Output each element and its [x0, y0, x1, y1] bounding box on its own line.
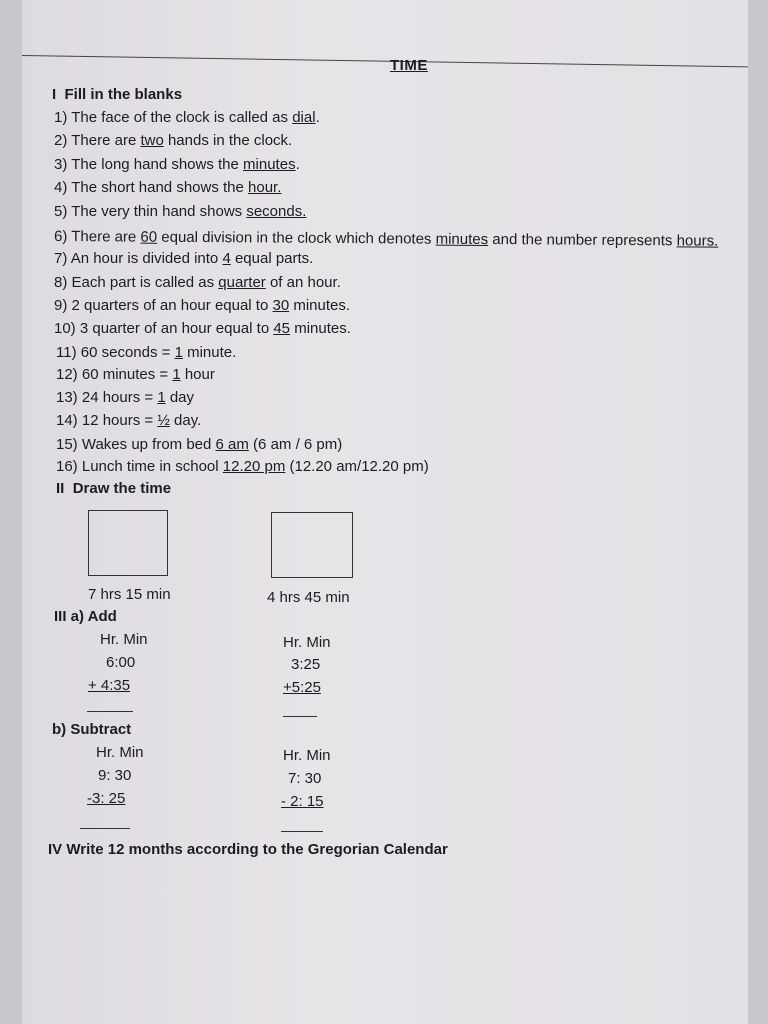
answer-blank: 1 — [157, 389, 166, 406]
item-text: day — [165, 389, 195, 406]
worksheet-page — [22, 0, 748, 1024]
answer-blank: hour. — [248, 179, 282, 196]
item-text: minutes. — [289, 297, 351, 314]
answer-blank: 1 — [172, 366, 181, 383]
clock-drawing-box-2 — [271, 512, 353, 578]
answer-blank: quarter — [218, 274, 266, 291]
item-text: The very thin hand shows — [71, 203, 247, 220]
item-text: minutes. — [290, 320, 351, 337]
fill-blank-item — [54, 179, 281, 197]
item-number: 14) — [56, 412, 78, 429]
fill-blank-item — [56, 344, 236, 362]
item-text: An hour is divided into — [70, 250, 223, 267]
add-left-header: Hr. Min — [100, 631, 148, 648]
fill-blank-item — [54, 203, 306, 221]
add-right-row1: 3:25 — [291, 656, 321, 673]
answer-blank: 12.20 pm — [222, 458, 286, 475]
section-1-heading: I Fill in the blanks — [52, 86, 183, 103]
item-number: 12) — [56, 366, 78, 383]
answer-blank: hours. — [676, 232, 719, 250]
answer-blank: 4 — [222, 250, 231, 267]
answer-blank: ½ — [157, 412, 170, 429]
fill-blank-item — [56, 389, 194, 407]
answer-blank: dial — [292, 109, 316, 126]
answer-blank: 30 — [272, 297, 290, 314]
add-left-row1: 6:00 — [106, 654, 136, 671]
sub-left-answer-line — [80, 828, 130, 829]
item-text: The long hand shows the — [71, 156, 244, 173]
item-text: 60 minutes = — [81, 366, 173, 383]
add-left-answer-line — [87, 711, 133, 712]
fill-blank-item — [54, 250, 313, 268]
item-text: hands in the clock. — [163, 132, 293, 149]
fill-blank-item — [56, 458, 429, 476]
top-divider — [22, 55, 748, 67]
answer-blank: 6 am — [215, 436, 249, 453]
section-2-heading: II Draw the time — [56, 480, 172, 497]
item-text: day. — [169, 412, 202, 429]
clock-1-label: 7 hrs 15 min — [88, 586, 171, 603]
item-text: 12 hours = — [81, 412, 158, 429]
item-text: hour — [180, 366, 215, 383]
item-text: 3 quarter of an hour equal to — [79, 320, 274, 337]
item-text: 24 hours = — [81, 389, 158, 406]
clock-2-label: 4 hrs 45 min — [267, 589, 350, 606]
fill-blank-item — [54, 156, 300, 174]
item-number: 8) — [54, 274, 68, 291]
sub-left-header: Hr. Min — [96, 744, 144, 761]
item-text: (12.20 am/12.20 pm) — [285, 458, 429, 475]
answer-blank: minutes — [243, 156, 296, 173]
answer-blank: 45 — [273, 320, 291, 337]
sub-right-row2: - 2: 15 — [281, 793, 324, 810]
item-text: . — [295, 156, 300, 173]
item-number: 7) — [54, 250, 68, 267]
item-text: 2 quarters of an hour equal to — [71, 297, 273, 314]
item-number: 13) — [56, 389, 78, 406]
add-right-header: Hr. Min — [283, 634, 331, 651]
fill-blank-item — [54, 109, 320, 127]
fill-blank-item — [54, 132, 292, 150]
item-number: 2) — [54, 132, 68, 149]
item-text: (6 am / 6 pm) — [248, 436, 343, 453]
item-text: Wakes up from bed — [81, 436, 216, 453]
item-number: 15) — [56, 436, 78, 453]
item-number: 1) — [54, 109, 68, 126]
sub-right-answer-line — [281, 831, 323, 832]
item-text: Each part is called as — [71, 274, 219, 291]
answer-blank: 1 — [174, 344, 183, 361]
item-number: 16) — [56, 458, 78, 475]
fill-blank-item — [54, 320, 351, 338]
item-text: equal parts. — [230, 250, 314, 267]
item-number: 10) — [54, 320, 76, 337]
fill-blank-item — [56, 412, 201, 430]
item-text: There are — [71, 228, 141, 246]
answer-blank: minutes — [435, 230, 489, 249]
item-number: 5) — [54, 203, 68, 220]
item-text: minute. — [182, 344, 237, 361]
item-text: The face of the clock is called as — [71, 109, 293, 126]
answer-blank: seconds. — [246, 203, 307, 220]
clock-drawing-box-1 — [88, 510, 168, 576]
sub-right-header: Hr. Min — [283, 747, 331, 764]
fill-blank-item — [56, 436, 342, 454]
item-text: The short hand shows the — [71, 179, 249, 196]
fill-blank-item — [54, 297, 350, 315]
fill-blank-item — [54, 228, 718, 251]
item-text: equal division in the clock which denotes — [157, 228, 436, 248]
sub-left-row2: -3: 25 — [87, 790, 126, 807]
item-number: 6) — [53, 228, 68, 246]
fill-blank-item — [56, 366, 215, 384]
sub-right-row1: 7: 30 — [288, 770, 322, 787]
item-text: of an hour. — [265, 274, 341, 291]
answer-blank: two — [140, 132, 164, 149]
page-title: TIME — [390, 57, 428, 74]
answer-blank: 60 — [140, 228, 158, 246]
add-left-row2: + 4:35 — [88, 677, 131, 694]
add-right-answer-line — [283, 716, 317, 717]
item-text: . — [315, 109, 320, 126]
item-text: 60 seconds = — [80, 344, 175, 361]
item-text: and the number represents — [488, 231, 677, 250]
section-4-heading: IV Write 12 months according to the Gregorian Calendar — [48, 841, 448, 858]
item-number: 9) — [54, 297, 68, 314]
sub-left-row1: 9: 30 — [98, 767, 132, 784]
item-number: 4) — [54, 179, 68, 196]
item-text: Lunch time in school — [81, 458, 223, 475]
fill-blank-item — [54, 274, 341, 292]
item-number: 11) — [56, 344, 77, 361]
section-3b-heading: b) Subtract — [52, 721, 132, 738]
item-text: There are — [71, 132, 141, 149]
add-right-row2: +5:25 — [283, 679, 321, 696]
section-3a-heading: III a) Add — [54, 608, 117, 625]
item-number: 3) — [54, 156, 68, 173]
